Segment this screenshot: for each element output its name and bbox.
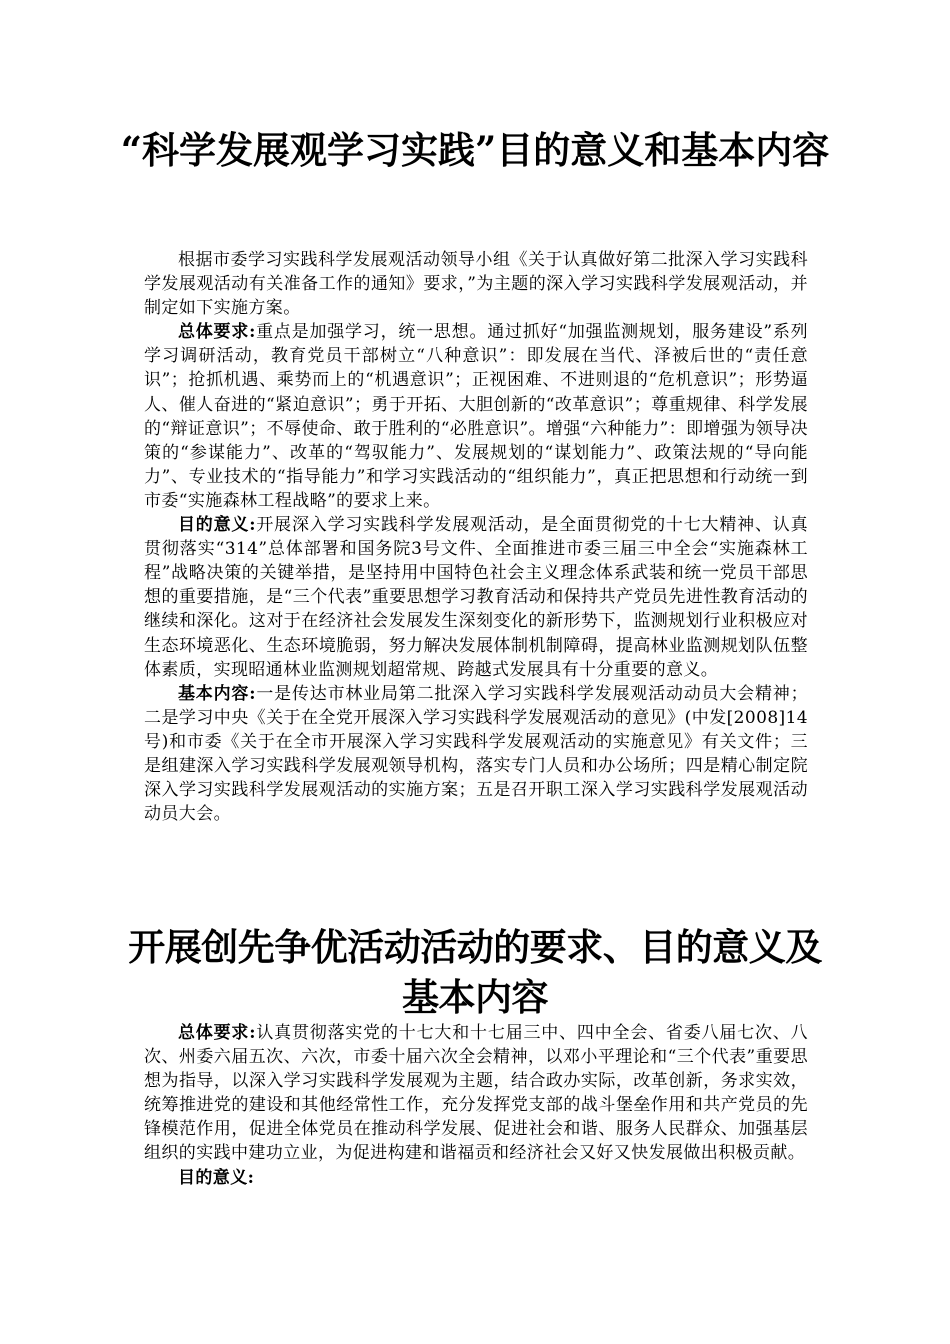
purpose-paragraph	[144, 513, 808, 682]
general-requirements-label-2: 总体要求:	[178, 1023, 256, 1043]
section-1	[144, 248, 808, 826]
general-requirements-text-2: 认真贯彻落实党的十七大和十七届三中、四中全会、省委八届七次、八次、州委六届五次、六次，市委十届六次全会精神，以邓小平理论和“三个代表”重要思想为指导，以深入学习实践科学发展观为主题，结合政办实际，改革创新，务求实效，统筹推进党的建设和其他经常性工作，充分发挥党支部的战斗堡垒作用和共产党员的先锋模范作用，促进全体党员在推动科学发展、促进社会和谐、服务人民群众、加强基层组织的实践中建功立业，为促进构建和谐福贡和经济社会又好又快发展做出积极贡献。	[144, 1023, 808, 1164]
general-requirements-paragraph	[144, 320, 808, 513]
general-requirements-label: 总体要求:	[178, 322, 256, 343]
basic-content-text: 一是传达市林业局第二批深入学习实践科学发展观活动动员大会精神；二是学习中央《关于在全党开展深入学习实践科学发展观活动的意见》(中发[2008]14号)和市委《关于在全市开展深入学习实践科学发展观活动的实施意见》有关文件；三是组建深入学习实践科学发展观领导机构，落实专门人员和办公场所；四是精心制定院深入学习实践科学发展观活动的实施方案；五是召开职工深入学习实践科学发展观活动动员大会。	[144, 683, 808, 825]
section-2	[144, 1021, 808, 1190]
document-title-2: 开展创先争优活动活动的要求、目的意义及基本内容	[128, 925, 822, 1019]
basic-content-paragraph	[144, 682, 808, 827]
basic-content-label: 基本内容:	[178, 683, 256, 704]
purpose-label: 目的意义:	[178, 515, 256, 536]
purpose-label-2: 目的意义:	[178, 1167, 255, 1188]
document-title-1: “科学发展观学习实践”目的意义和基本内容	[120, 128, 830, 172]
general-requirements-text: 重点是加强学习，统一思想。通过抓好“加强监测规划，服务建设”系列学习调研活动，教育党员干部树立“八种意识”：即发展在当代、泽被后世的“责任意识”；抢抓机遇、乘势而上的“机遇意识”；正视困难、不进则退的“危机意识”；形势逼人、催人奋进的“紧迫意识”；勇于开拓、大胆创新的“改革意识”；尊重规律、科学发展的“辩证意识”；不辱使命、敢于胜利的“必胜意识”。增强“六种能力”：即增强为领导决策的“参谋能力”、改革的“驾驭能力”、发展规划的“谋划能力”、政策法规的“导向能力”、专业技术的“指导能力”和学习实践活动的“组织能力”，真正把思想和行动统一到市委“实施森林工程战略”的要求上来。	[144, 322, 808, 511]
intro-text: 根据市委学习实践科学发展观活动领导小组《关于认真做好第二批深入学习实践科学发展观活动有关准备工作的通知》要求，”为主题的深入学习实践科学发展观活动，并制定如下实施方案。	[144, 250, 808, 319]
general-requirements-paragraph-2	[144, 1021, 808, 1166]
purpose-paragraph-2	[144, 1166, 808, 1190]
purpose-text: 开展深入学习实践科学发展观活动，是全面贯彻党的十七大精神、认真贯彻落实“314”总体部署和国务院3号文件、全面推进市委三届三中全会“实施森林工程”战略决策的关键举措，是坚持用中国特色社会主义理念体系武装和统一党员干部思想的重要措施，是“三个代表”重要思想学习教育活动和保持共产党员先进性教育活动的继续和深化。这对于在经济社会发展发生深刻变化的新形势下，监测规划行业积极应对生态环境恶化、生态环境脆弱，努力解决发展体制机制障碍，提高林业监测规划队伍整体素质，实现昭通林业监测规划超常规、跨越式发展具有十分重要的意义。	[144, 515, 808, 680]
intro-paragraph	[144, 248, 808, 320]
